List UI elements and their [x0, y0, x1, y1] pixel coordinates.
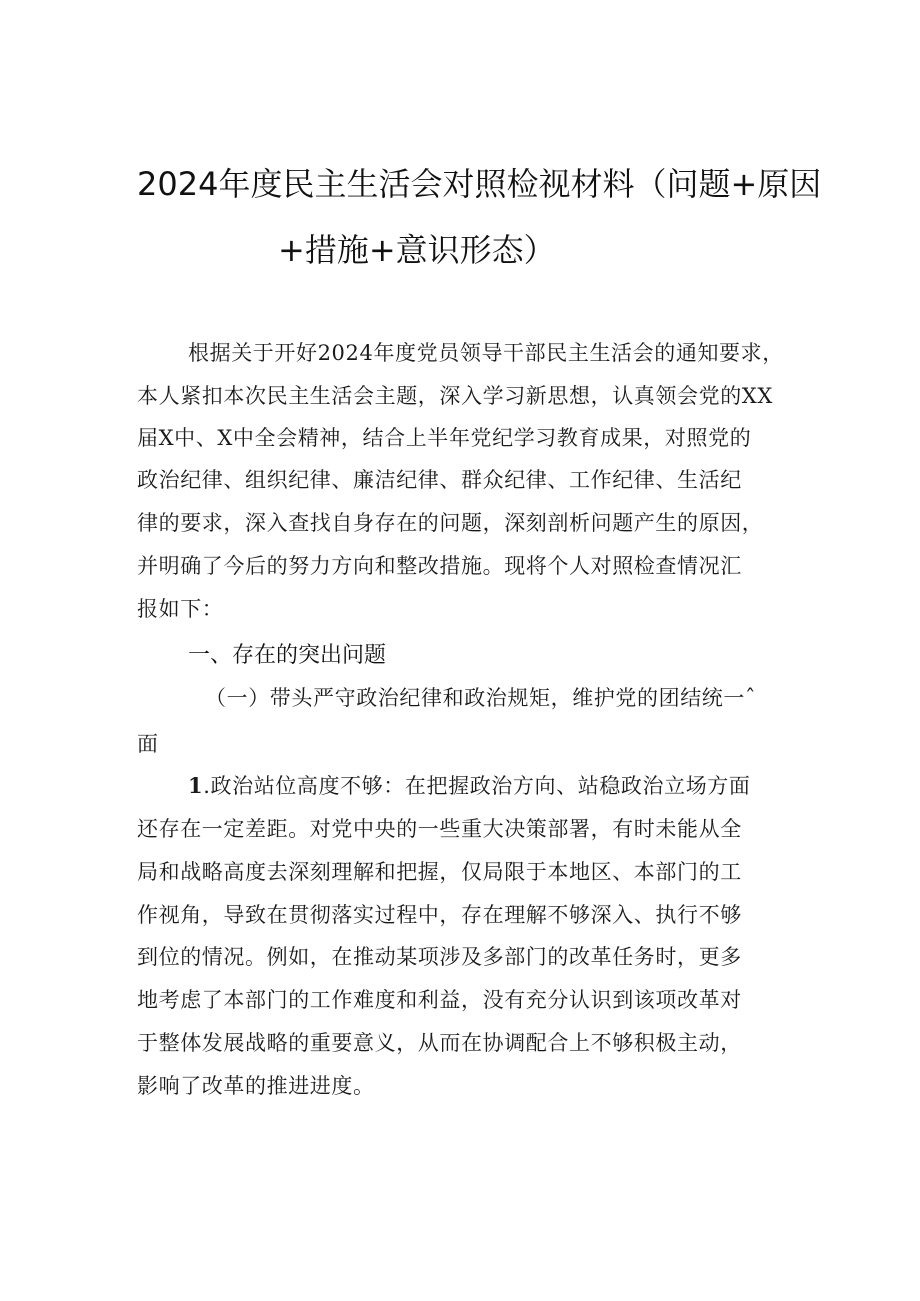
item-paragraph-line: 还存在一定差距。对党中央的一些重大决策部署，有时未能从全 [137, 817, 742, 841]
document-title-line-2: +措施+意识形态） [278, 231, 556, 269]
item-paragraph-line: 局和战略高度去深刻理解和把握，仅局限于本地区、本部门的工 [137, 860, 742, 884]
item-paragraph-line: .政治站位高度不够：在把握政治方向、站稳政治立场方面 [203, 774, 751, 798]
item-number: 1 [188, 773, 204, 798]
document-title-line-1: 2024年度民主生活会对照检视材料（问题+原因 [137, 165, 822, 203]
item-paragraph-line: 到位的情况。例如，在推动某项涉及多部门的改革任务时，更多 [137, 945, 742, 969]
intro-paragraph-line: 本人紧扣本次民主生活会主题，深入学习新思想，认真领会党的XX [137, 384, 773, 408]
subsection-heading-line-1: （一）带头严守政治纪律和政治规矩，维护党的团结统一ˆ [205, 686, 757, 710]
intro-paragraph-line: 届X中、X中全会精神，结合上半年党纪学习教育成果，对照党的 [137, 426, 752, 450]
intro-paragraph-line: 根据关于开好2024年度党员领导干部民主生活会的通知要求， [188, 341, 784, 365]
item-paragraph-first-line [188, 771, 751, 801]
section-heading: 一、存在的突出问题 [188, 643, 387, 668]
intro-paragraph-line: 政治纪律、组织纪律、廉洁纪律、群众纪律、工作纪律、生活纪 [137, 468, 742, 492]
intro-paragraph-line: 并明确了今后的努力方向和整改措施。现将个人对照检查情况汇 [137, 554, 742, 578]
intro-paragraph-line: 报如下： [137, 597, 224, 621]
item-paragraph-line: 于整体发展战略的重要意义，从而在协调配合上不够积极主动， [137, 1031, 742, 1055]
intro-paragraph-line: 律的要求，深入查找自身存在的问题，深刻剖析问题产生的原因， [137, 511, 764, 535]
item-paragraph-line: 作视角，导致在贯彻落实过程中，存在理解不够深入、执行不够 [137, 903, 742, 927]
item-paragraph-line: 影响了改革的推进进度。 [137, 1074, 375, 1098]
subsection-heading-line-2: 面 [137, 732, 159, 756]
item-paragraph-line: 地考虑了本部门的工作难度和利益，没有充分认识到该项改革对 [137, 988, 742, 1012]
